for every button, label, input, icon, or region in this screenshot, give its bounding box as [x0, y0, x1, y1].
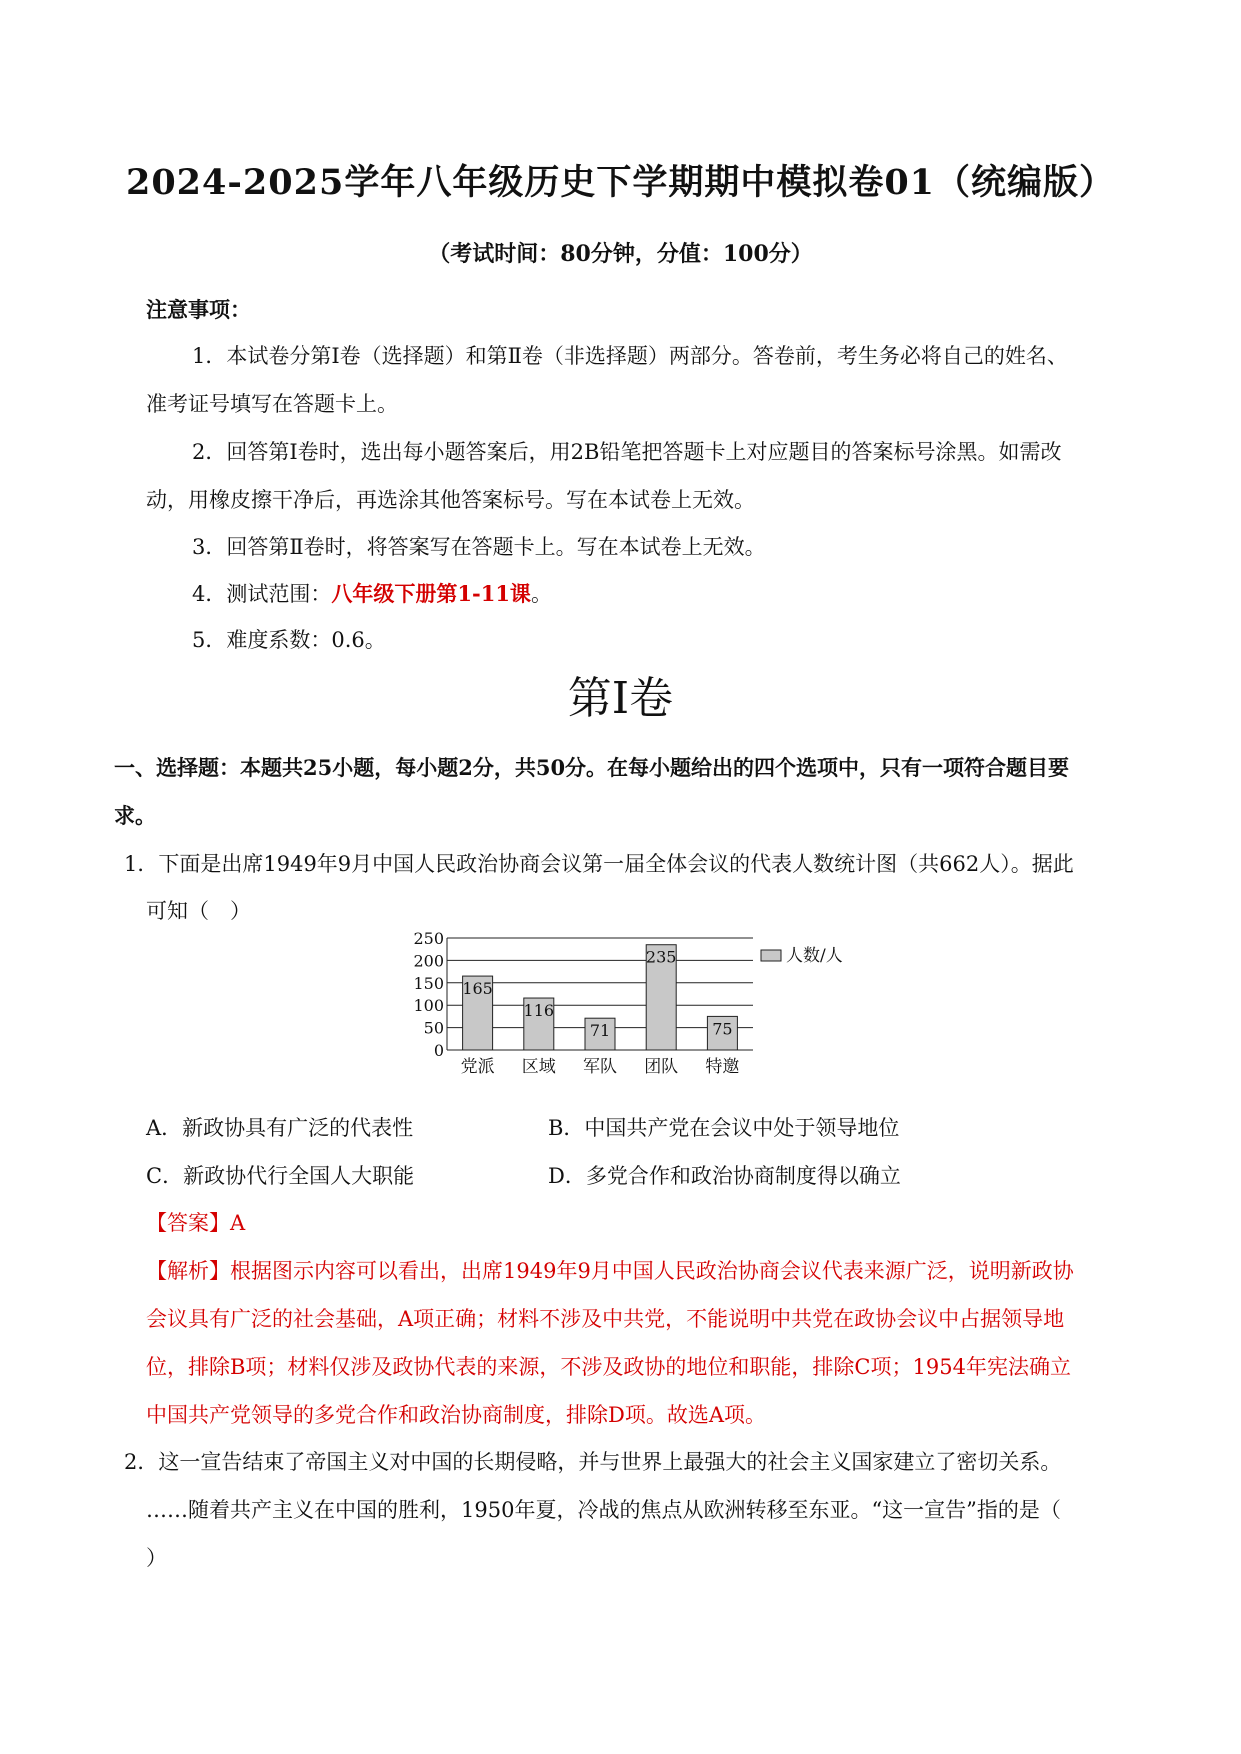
notice-4 [192, 578, 552, 608]
y-tick-label: 100 [413, 996, 444, 1016]
y-tick-label: 50 [423, 1018, 444, 1038]
q1-chart [405, 925, 875, 1089]
q1-analysis-line-3: 位，排除B项；材料仅涉及政协代表的来源，不涉及政协的地位和职能，排除C项；1954年宪法确立 [146, 1355, 1071, 1379]
q1-stem-line-1: 1．下面是出席1949年9月中国人民政治协商会议第一届全体会议的代表人数统计图（共662人）。据此 [124, 852, 1074, 876]
legend-swatch [761, 950, 781, 961]
q1-analysis-line-4: 中国共产党领导的多党合作和政治协商制度，排除D项。故选A项。 [146, 1403, 766, 1427]
part1-instruction-line-2: 求。 [114, 803, 156, 828]
q1-analysis-line-2: 会议具有广泛的社会基础，A项正确；材料不涉及中共党，不能说明中共党在政协会议中占据领导地 [146, 1307, 1065, 1331]
legend-label: 人数/人 [786, 946, 843, 966]
x-tick-label: 区域 [521, 1057, 556, 1077]
q1-option-a[interactable]: A．新政协具有广泛的代表性 [146, 1116, 414, 1140]
q1-answer: 【答案】A [146, 1211, 246, 1235]
y-tick-label: 200 [413, 951, 444, 971]
notice-2-line-1: 2．回答第Ⅰ卷时，选出每小题答案后，用2B铅笔把答题卡上对应题目的答案标号涂黑。如需改 [192, 440, 1062, 464]
x-tick-label: 党派 [460, 1057, 495, 1077]
doc-subtitle: （考试时间：80分钟，分值：100分） [428, 241, 813, 267]
doc-title: 2024-2025学年八年级历史下学期期中模拟卷01（统编版） [125, 162, 1116, 203]
q2-stem-line-2: ……随着共产主义在中国的胜利，1950年夏，冷战的焦点从欧洲转移至东亚。“这一宣告”指的是（ [146, 1498, 1061, 1522]
y-tick-label: 0 [433, 1041, 444, 1060]
q1-analysis-line-1: 【解析】根据图示内容可以看出，出席1949年9月中国人民政治协商会议代表来源广泛，说明新政协 [146, 1259, 1074, 1283]
x-tick-label: 军队 [583, 1057, 617, 1077]
bar-value-label: 75 [712, 1019, 733, 1039]
notice-heading: 注意事项： [146, 297, 251, 322]
bar-chart-svg [405, 925, 875, 1085]
q2-stem-line-3: ） [146, 1546, 167, 1570]
q1-option-b[interactable]: B．中国共产党在会议中处于领导地位 [548, 1116, 900, 1140]
x-tick-label: 团队 [644, 1057, 679, 1077]
test-range: 八年级下册第1-11课 [331, 581, 531, 606]
section-title: 第Ⅰ卷 [567, 673, 674, 724]
notice-4-prefix: 4．测试范围： [192, 582, 332, 606]
notice-1-line-2: 准考证号填写在答题卡上。 [146, 392, 398, 416]
part1-instruction-line-1: 一、选择题：本题共25小题，每小题2分，共50分。在每小题给出的四个选项中，只有一项符合题目要 [114, 755, 1070, 780]
q1-option-d[interactable]: D．多党合作和政治协商制度得以确立 [548, 1164, 901, 1188]
notice-2-line-2: 动，用橡皮擦干净后，再选涂其他答案标号。写在本试卷上无效。 [146, 488, 755, 512]
notice-5: 5．难度系数：0.6。 [192, 628, 386, 652]
q2-stem-line-1: 2．这一宣告结束了帝国主义对中国的长期侵略，并与世界上最强大的社会主义国家建立了密切关系。 [124, 1450, 1062, 1474]
notice-1-line-1: 1．本试卷分第Ⅰ卷（选择题）和第Ⅱ卷（非选择题）两部分。答卷前，考生务必将自己的姓名、 [192, 344, 1068, 368]
notice-4-suffix: 。 [530, 582, 552, 606]
y-tick-label: 150 [413, 973, 444, 993]
bar-value-label: 71 [589, 1021, 611, 1041]
q1-stem-line-2: 可知（ ） [146, 899, 251, 923]
bar-value-label: 235 [645, 947, 677, 967]
y-tick-label: 250 [413, 929, 444, 948]
bar-value-label: 165 [462, 979, 493, 999]
q1-option-c[interactable]: C．新政协代行全国人大职能 [146, 1164, 415, 1188]
notice-3: 3．回答第Ⅱ卷时，将答案写在答题卡上。写在本试卷上无效。 [192, 535, 766, 559]
bar-value-label: 116 [523, 1001, 555, 1021]
x-tick-label: 特邀 [705, 1057, 740, 1077]
